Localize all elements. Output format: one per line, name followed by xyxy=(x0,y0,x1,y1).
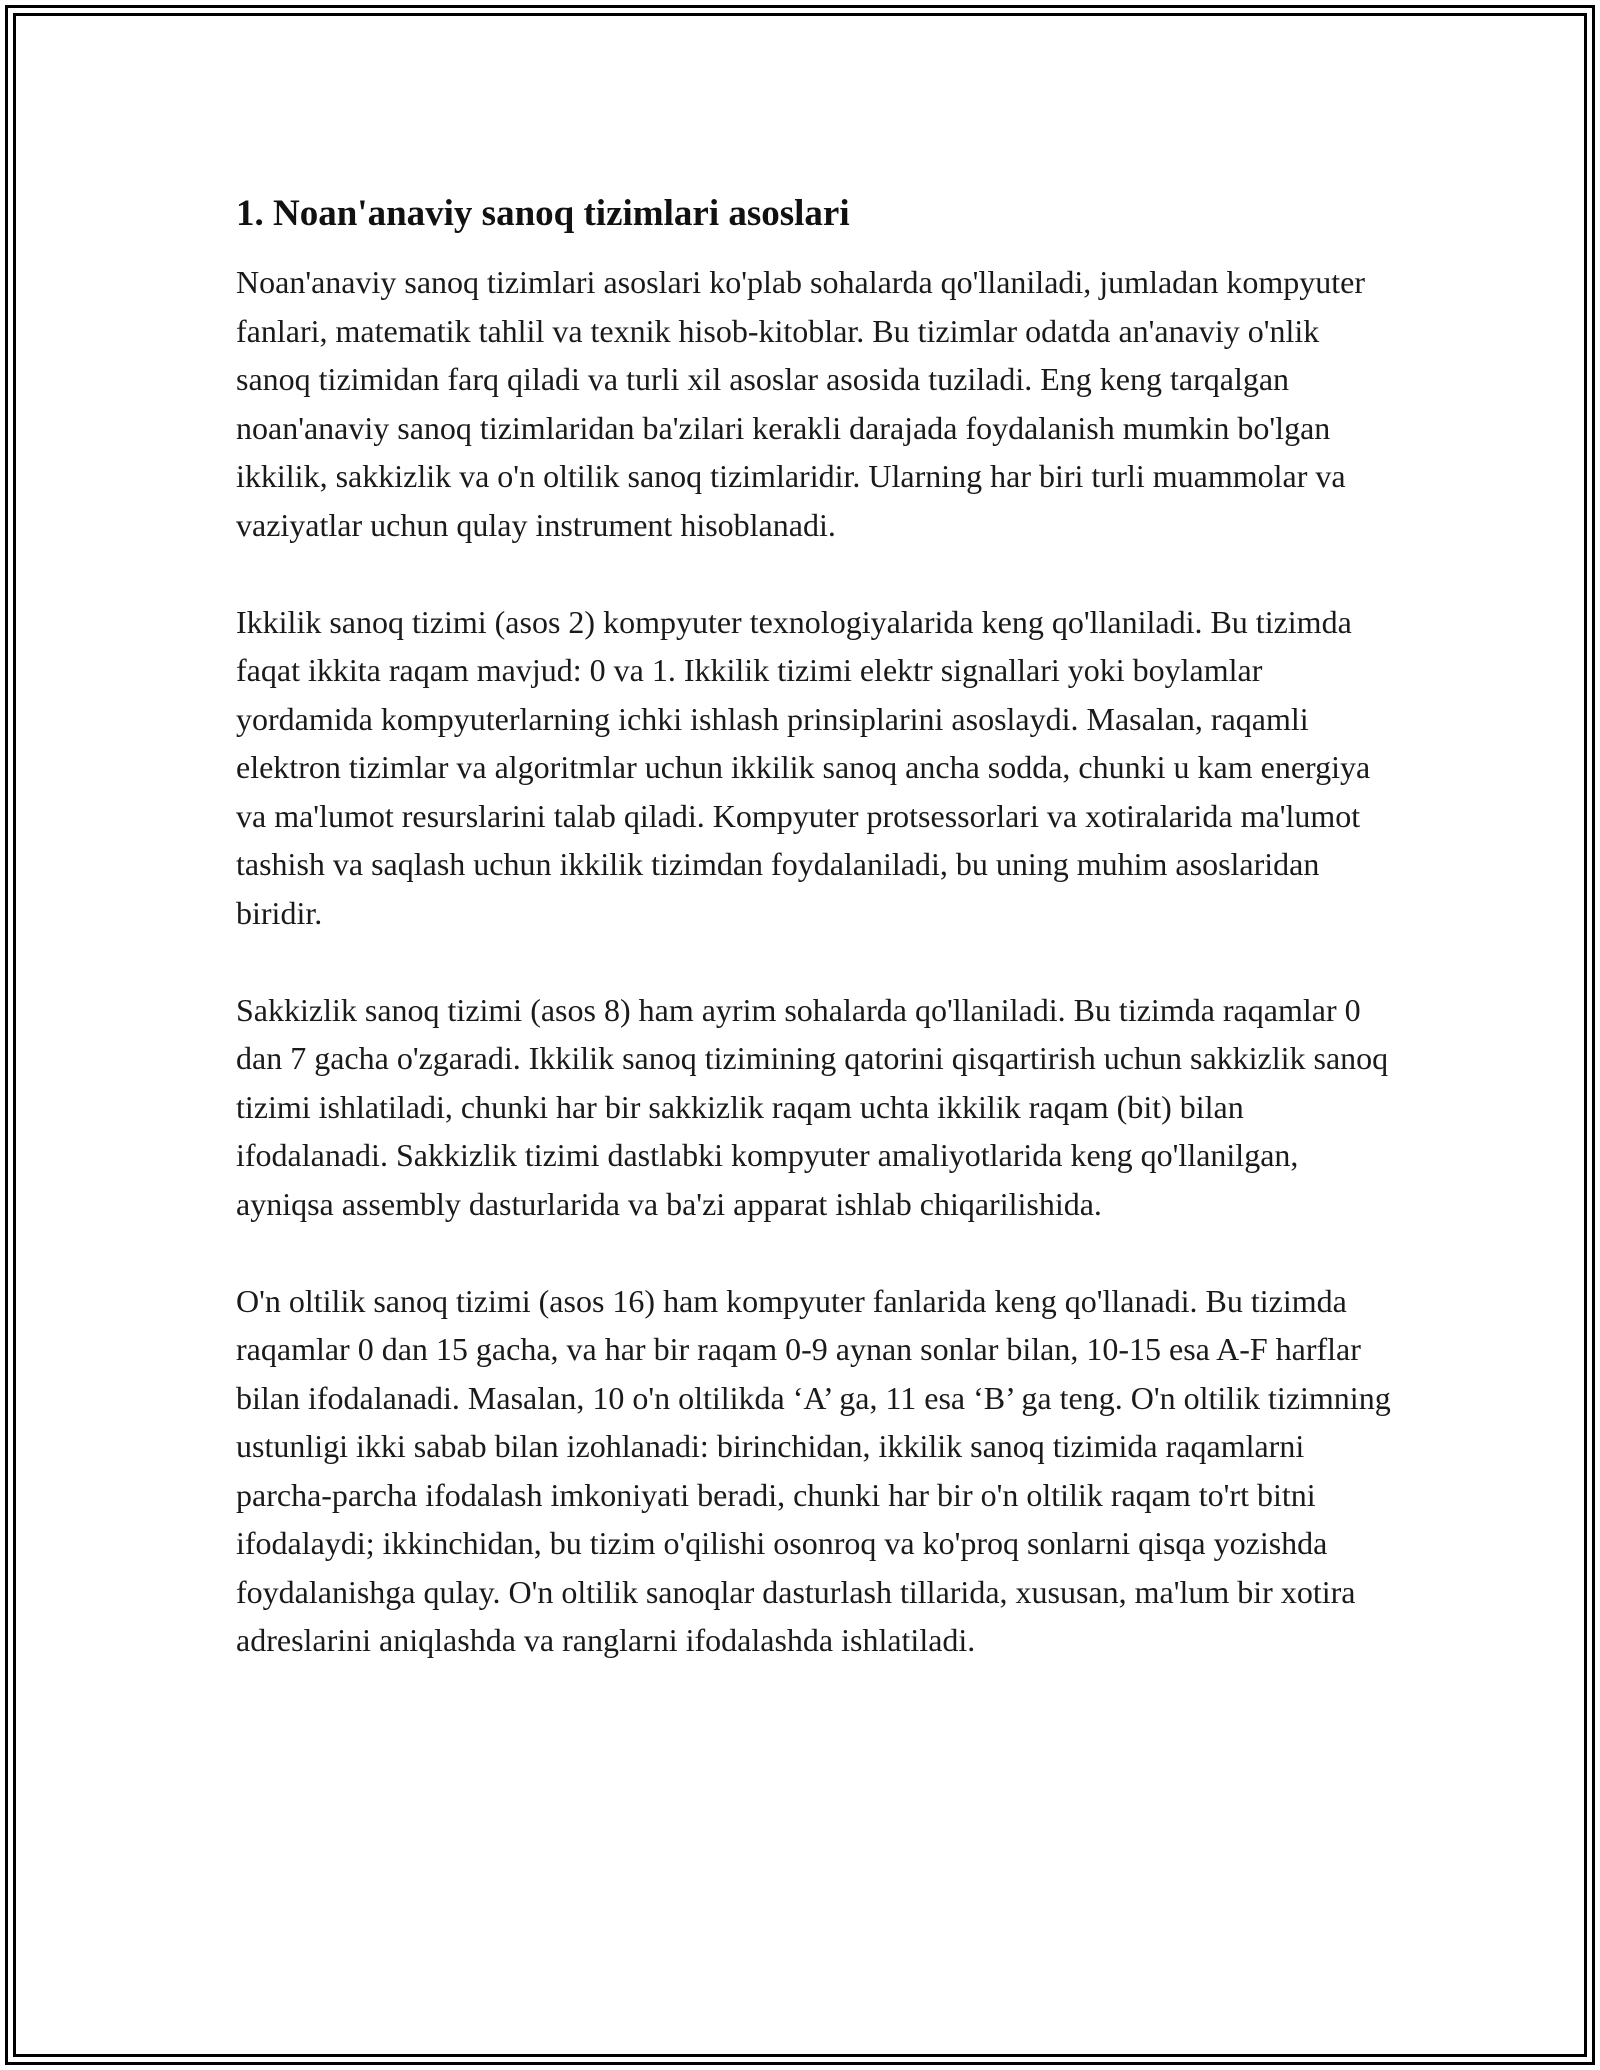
paragraph-intro: Noan'anaviy sanoq tizimlari asoslari ko'plab sohalarda qo'llaniladi, jumladan kompyuter fanlari, matematik tahlil va texnik hisob-kitoblar. Bu tizimlar odatda an'anaviy o'nlik sanoq tizimidan farq qiladi va turli xil asoslar asosida tuziladi. Eng keng tarqalgan noan'anaviy sanoq tizimlaridan ba'zilari kerakli darajada foydalanish mumkin bo'lgan ikkilik, sakkizlik va o'n oltilik sanoq tizimlaridir. Ularning har biri turli muammolar va vaziyatlar uchun qulay instrument hisoblanadi. xyxy=(236,264,1365,543)
paragraph-octal: Sakkizlik sanoq tizimi (asos 8) ham ayrim sohalarda qo'llaniladi. Bu tizimda raqamlar 0 dan 7 gacha o'zgaradi. Ikkilik sanoq tizimining qatorini qisqartirish uchun sakkizlik sanoq tizimi ishlatiladi, chunki har bir sakkizlik raqam uchta ikkilik raqam (bit) bilan ifodalanadi. Sakkizlik tizimi dastlabki kompyuter amaliyotlarida keng qo'llanilgan, ayniqsa assembly dasturlarida va ba'zi apparat ishlab chiqarilishida. xyxy=(236,991,1389,1222)
paragraph-binary: Ikkilik sanoq tizimi (asos 2) kompyuter texnologiyalarida keng qo'llaniladi. Bu tizimda faqat ikkita raqam mavjud: 0 va 1. Ikkilik tizimi elektr signallari yoki boylamlar yordamida kompyuterlarning ichki ishlash prinsiplarini asoslaydi. Masalan, raqamli elektron tizimlar va algoritmlar uchun ikkilik sanoq ancha sodda, chunki u kam energiya va ma'lumot resurslarini talab qiladi. Kompyuter protsessorlari va xotiralarida ma'lumot tashish va saqlash uchun ikkilik tizimdan foydalaniladi, bu uning muhim asoslaridan biridir. xyxy=(236,603,1371,931)
paragraph-hexadecimal: O'n oltilik sanoq tizimi (asos 16) ham kompyuter fanlarida keng qo'llanadi. Bu tizimda raqamlar 0 dan 15 gacha, va har bir raqam 0-9 aynan sonlar bilan, 10-15 esa A-F harflar bilan ifodalanadi. Masalan, 10 o'n oltilikda ‘A’ ga, 11 esa ‘B’ ga teng. O'n oltilik tizimning ustunligi ikki sabab bilan izohlanadi: birinchidan, ikkilik sanoq tizimida raqamlarni parcha-parcha ifodalash imkoniyati beradi, chunki har bir o'n oltilik raqam to'rt bitni ifodalaydi; ikkinchidan, bu tizim o'qilishi osonroq va ko'proq sonlarni qisqa yozishda foydalanishga qulay. O'n oltilik sanoqlar dasturlash tillarida, xususan, ma'lum bir xotira adreslarini aniqlashda va ranglarni ifodalashda ishlatiladi. xyxy=(236,1282,1391,1658)
section-heading: 1. Noan'anaviy sanoq tizimlari asoslari xyxy=(236,193,850,234)
document-body xyxy=(236,190,1396,1665)
